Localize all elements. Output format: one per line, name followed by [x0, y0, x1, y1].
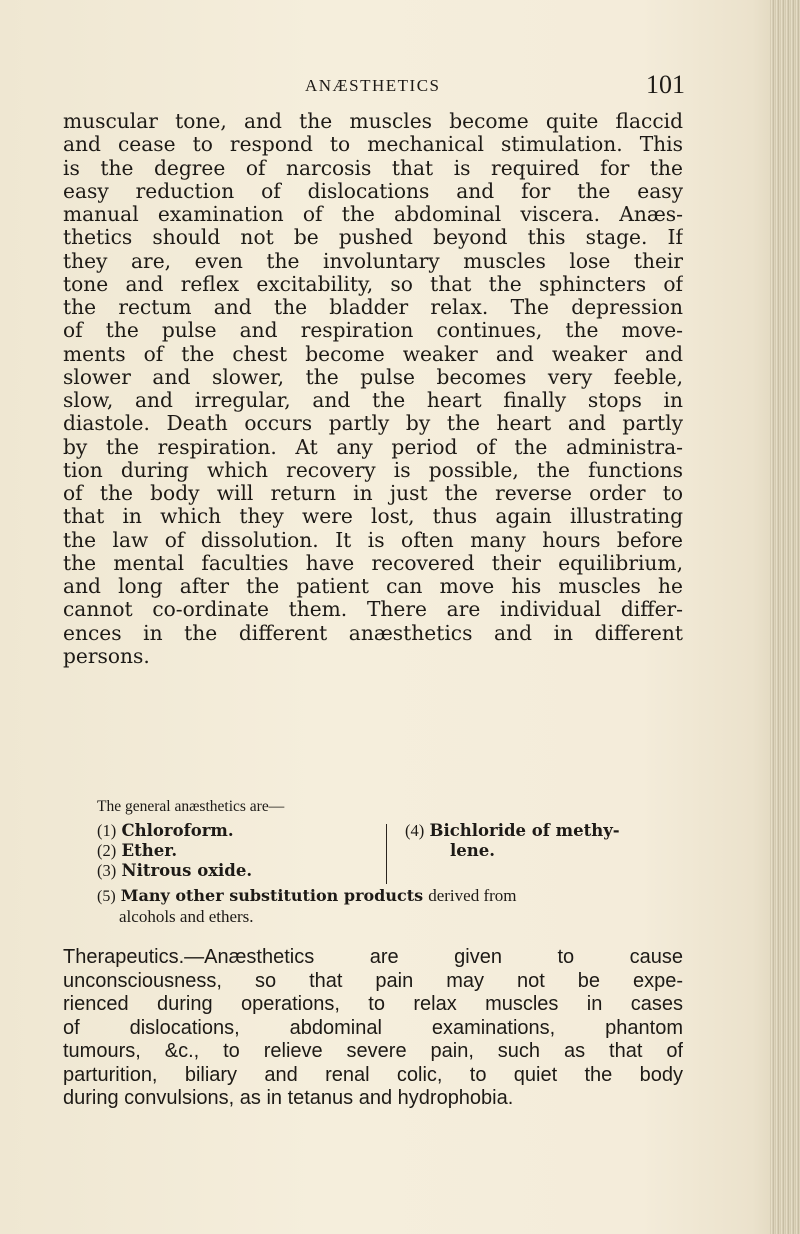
list-item-number: (4) [405, 821, 425, 840]
text-line: muscular tone, and the muscles become quite flaccid [63, 110, 683, 133]
text-line: easy reduction of dislocations and for the easy [63, 179, 683, 203]
text-line: tumours, &c., to relieve severe pain, such as that of [63, 1040, 683, 1062]
text-line: thetics should not be pushed beyond this stage. If [63, 226, 683, 250]
text-line: of dislocations, abdominal examinations, phantom [63, 1016, 683, 1039]
list-item-name: Chloroform. [121, 821, 234, 840]
list-item [97, 841, 252, 861]
text-line: that in which they were lost, thus again illustrating [63, 505, 683, 529]
text-line: ences in the different anæsthetics and in different [63, 621, 683, 645]
running-head: ANÆSTHETICS [305, 76, 441, 95]
text-line: tone and reflex excitability, so that the sphincters of [63, 272, 683, 296]
list-item-name: Bichloride of methy- [429, 821, 620, 840]
text-line: manual examination of the abdominal viscera. Anæs- [63, 203, 683, 226]
list-intro: The general anæsthetics are— [97, 798, 285, 815]
list-item [97, 821, 252, 841]
text-line: slow, and irregular, and the heart finally stops in [63, 389, 683, 412]
list-item-name: Ether. [121, 841, 178, 860]
text-line: by the respiration. At any period of the administra- [63, 435, 683, 459]
text-line: rienced during operations, to relax muscles in cases [63, 993, 683, 1015]
list-item-continuation: lene. [450, 841, 496, 860]
therapeutics-heading: Therapeutics. [63, 946, 185, 968]
text-line: and cease to respond to mechanical stimulation. This [63, 133, 683, 157]
text-line: of the body will return in just the reverse order to [63, 482, 683, 505]
text-line: the mental faculties have recovered their equilibrium, [63, 551, 683, 575]
text-line: unconsciousness, so that pain may not be expe- [63, 969, 683, 992]
book-spine-edge [770, 0, 800, 1234]
paragraph-therapeutics [63, 946, 683, 1111]
list-item [97, 861, 252, 881]
page-number: 101 [646, 70, 685, 99]
text-line: tion during which recovery is possible, the functions [63, 458, 683, 482]
list-item-number: (3) [97, 861, 117, 880]
list-item-number: (1) [97, 821, 117, 840]
text-line: slower and slower, the pulse becomes very feeble, [63, 365, 683, 389]
text-line: they are, even the involuntary muscles lose their [63, 249, 683, 273]
list-item-number: (2) [97, 841, 117, 860]
text-line: diastole. Death occurs partly by the heart and partly [63, 412, 683, 436]
list-item-rest: derived from [428, 886, 517, 905]
paragraph-anaesthesia-stages [63, 110, 683, 668]
text-line: the law of dissolution. It is often many hours before [63, 528, 683, 552]
anaesthetics-list-left [97, 821, 252, 881]
list-item-name: Many other substitution products [120, 886, 424, 905]
list-column-divider [386, 824, 387, 884]
anaesthetics-list-right [405, 821, 690, 861]
text-line: of the pulse and respiration continues, the move- [63, 319, 683, 343]
page-header [305, 70, 685, 100]
list-note [97, 886, 687, 927]
text-line: the rectum and the bladder relax. The depression [63, 296, 683, 319]
list-item-number: (5) [97, 888, 116, 905]
list-item [405, 821, 690, 841]
text-line: persons. [63, 644, 150, 668]
list-item-continuation: alcohols and ethers. [119, 907, 254, 926]
text-line: parturition, biliary and renal colic, to quiet the body [63, 1063, 683, 1086]
text-line: is the degree of narcosis that is required for the [63, 156, 683, 180]
text-line: during convulsions, as in tetanus and hydrophobia. [63, 1087, 514, 1109]
text-line-rest: —Anæsthetics are given to cause [184, 946, 683, 968]
text-line: and long after the patient can move his muscles he [63, 575, 683, 598]
text-line [63, 946, 683, 970]
text-line: ments of the chest become weaker and weaker and [63, 342, 683, 366]
text-line: cannot co-ordinate them. There are individual differ- [63, 598, 683, 622]
list-item-name: Nitrous oxide. [121, 861, 253, 880]
